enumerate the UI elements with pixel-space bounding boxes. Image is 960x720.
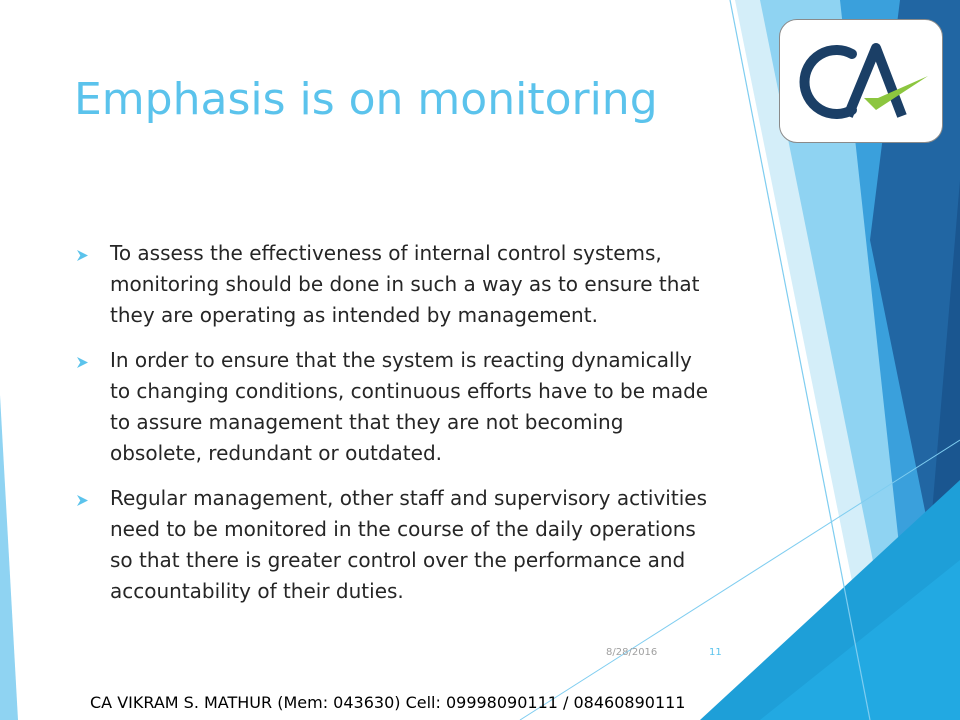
bullet-text: In order to ensure that the system is reacting dynamically to changing conditions, continuous efforts have to be made to assure management that they are not becoming obsolete, redundant or outdated. [110, 348, 709, 465]
ca-logo-icon [790, 36, 936, 128]
bullet-text: Regular management, other staff and supervisory activities need to be monitored in the course of the daily operations so that there is greater control over the performance and accountability of their duties. [110, 486, 707, 603]
arrow-bullet-icon [77, 250, 88, 261]
ca-logo [779, 19, 943, 143]
arrow-bullet-icon [77, 495, 88, 506]
arrow-bullet-icon [77, 357, 88, 368]
list-item [74, 238, 714, 331]
list-item [74, 345, 714, 469]
footer-text: CA VIKRAM S. MATHUR (Mem: 043630) Cell: 09998090111 / 08460890111 [90, 693, 686, 712]
bg-sliver-left [0, 395, 18, 720]
bullet-text: To assess the effectiveness of internal control systems, monitoring should be done in such a way as to ensure that they are operating as intended by management. [110, 241, 700, 327]
bullet-list [74, 238, 714, 621]
slide-title: Emphasis is on monitoring [74, 74, 658, 125]
slide-date: 8/28/2016 [606, 647, 658, 658]
list-item [74, 483, 714, 607]
slide-number: 11 [709, 647, 722, 658]
